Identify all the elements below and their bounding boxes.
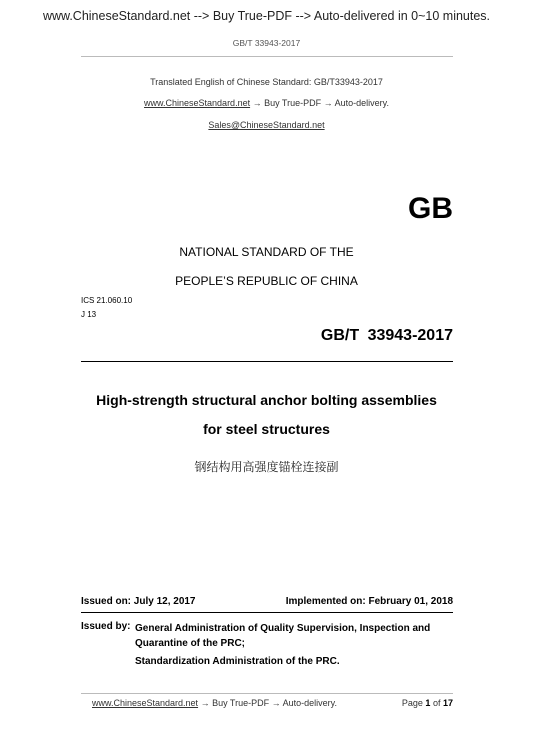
purchase-line (0, 98, 533, 108)
email-line (0, 120, 533, 130)
purchase-text: → Buy True-PDF → Auto-delivery. (250, 98, 389, 108)
dates-divider (81, 612, 453, 613)
page-indicator (340, 698, 453, 708)
document-title-line2: for steel structures (203, 421, 330, 437)
j-code: J 13 (81, 310, 97, 319)
issued-date: Issued on: July 12, 2017 (81, 596, 196, 607)
page-of-label: of (432, 698, 441, 708)
title-divider (81, 361, 453, 362)
page-current: 1 (425, 698, 431, 708)
ics-code: ICS 21.060.10 (81, 296, 133, 305)
issuer-primary: General Administration of Quality Supervision, Inspection and Quarantine of the PRC; (135, 623, 431, 649)
footer-purchase-line (92, 698, 337, 708)
top-banner: www.ChineseStandard.net --> Buy True-PDF --> Auto-delivered in 0~10 minutes. (42, 9, 491, 23)
document-title-chinese: 钢结构用高强度锚栓连接副 (194, 460, 339, 474)
site-link[interactable]: www.ChineseStandard.net (144, 98, 251, 108)
issued-by-label: Issued by: (81, 621, 131, 632)
gb-logo: GB (408, 192, 453, 225)
translation-note: Translated English of Chinese Standard: GB/T33943-2017 (150, 77, 383, 87)
email-link[interactable]: Sales@ChineseStandard.net (208, 120, 325, 130)
issuer-secondary: Standardization Administration of the PRC. (135, 656, 340, 667)
national-standard-line2: PEOPLE’S REPUBLIC OF CHINA (175, 274, 358, 288)
implementation-date: Implemented on: February 01, 2018 (285, 596, 453, 607)
standard-number: GB/T 33943-2017 (320, 327, 453, 344)
header-divider (81, 56, 453, 57)
document-title-line1: High-strength structural anchor bolting assemblies (96, 392, 437, 408)
header-standard-code: GB/T 33943-2017 (232, 38, 301, 48)
footer-divider (81, 693, 453, 694)
footer-site-link[interactable]: www.ChineseStandard.net (92, 698, 199, 708)
page-label: Page (401, 698, 423, 708)
footer-purchase-text: → Buy True-PDF → Auto-delivery. (198, 698, 337, 708)
national-standard-line1: NATIONAL STANDARD OF THE (179, 245, 354, 259)
page-total: 17 (442, 698, 453, 708)
